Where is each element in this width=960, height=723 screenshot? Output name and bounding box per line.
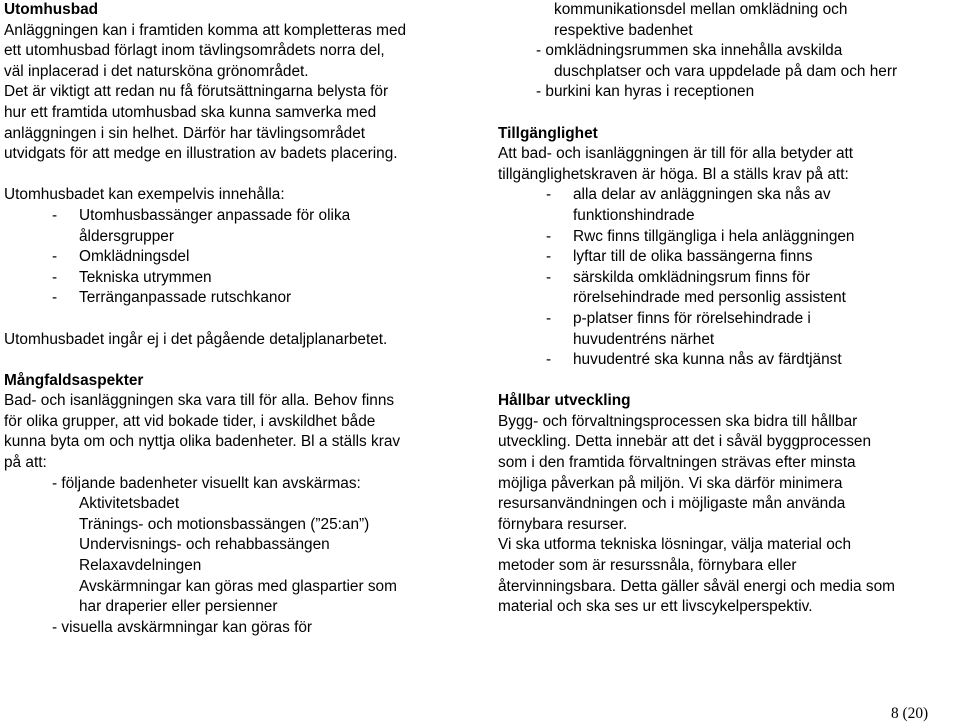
sub-list-item: Undervisnings- och rehabbassängen (79, 536, 330, 554)
list-item (52, 206, 482, 247)
sub-list-item: har draperier eller persienner (79, 598, 278, 616)
text-line: Bad- och isanläggningen ska vara till för alla. Behov finns (4, 392, 395, 410)
utomhusbad-detaljplan-note: Utomhusbadet ingår ej i det pågående detaljplanarbetet. (4, 330, 388, 348)
text-line: tillgänglighetskraven är höga. Bl a ställs krav på att: (498, 165, 849, 183)
text-line: resursanvändningen och i möjligaste mån använda (498, 495, 846, 513)
list-item-text: Omklädningsdel (79, 248, 190, 266)
list-dash: - (546, 186, 552, 204)
sub-list-item: Aktivitetsbadet (79, 495, 180, 513)
list-item-text: alla delar av anläggningen ska nås av (573, 186, 831, 204)
list-item-text: Terränganpassade rutschkanor (79, 289, 292, 307)
list-item-text: funktionshindrade (573, 206, 695, 224)
list-item (546, 247, 960, 268)
text-line: duschplatser och vara uppdelade på dam och herr (554, 62, 898, 80)
list-item (546, 268, 960, 309)
text-line: förnybara resurser. (498, 515, 628, 533)
heading-hallbar-utveckling: Hållbar utveckling (498, 392, 631, 410)
text-line: Det är viktigt att redan nu få förutsättningarna belysta för (4, 83, 389, 101)
utomhusbad-list-intro: Utomhusbadet kan exempelvis innehålla: (4, 186, 285, 204)
text-line: utvidgats för att medge en illustration av badets placering. (4, 145, 398, 163)
heading-tillganglighet: Tillgänglighet (498, 124, 598, 142)
mangfald-paragraph (4, 391, 482, 473)
text-line: Att bad- och isanläggningen är till för alla betyder att (498, 145, 854, 163)
list-item (52, 247, 482, 268)
mangfald-item-badenheter: - följande badenheter visuellt kan avskärmas: (52, 474, 361, 492)
list-dash: - (52, 289, 58, 307)
list-item (546, 185, 960, 226)
list-dash: - (52, 206, 58, 224)
text-line: anläggningen i sin helhet. Därför har tävlingsområdet (4, 124, 366, 142)
sub-list-item: Tränings- och motionsbassängen (”25:an”) (79, 515, 370, 533)
mangfald-sub-list (79, 494, 482, 618)
continuation-lines (554, 0, 960, 41)
list-dash: - (546, 351, 552, 369)
hallbar-paragraph (498, 412, 960, 618)
text-line: ett utomhusbad förlagt inom tävlingsområdets norra del, (4, 42, 385, 60)
tillganglighet-paragraph (498, 144, 960, 185)
list-dash: - (546, 248, 552, 266)
text-line: material och ska ses ur ett livscykelperspektiv. (498, 598, 813, 616)
text-line: väl inplacerad i det natursköna grönområdet. (4, 62, 309, 80)
list-dash: - (546, 309, 552, 327)
list-item (52, 268, 482, 289)
list-item-text: huvudentréns närhet (573, 330, 715, 348)
text-line: som i den framtida förvaltningen strävas efter minsta (498, 454, 856, 472)
text-line: kunna byta om och nyttja olika badenheter. Bl a ställs krav (4, 433, 401, 451)
list-dash: - (546, 227, 552, 245)
list-item-text: rörelsehindrade med personlig assistent (573, 289, 846, 307)
page-number: 8 (20) (891, 705, 929, 722)
text-line: metoder som är resurssnåla, förnybara eller (498, 557, 797, 575)
list-item (52, 288, 482, 309)
list-dash: - (546, 268, 552, 286)
text-line: för olika grupper, att vid bokade tider, i avskildhet både (4, 412, 376, 430)
right-column (498, 0, 960, 618)
text-line: respektive badenhet (554, 21, 693, 39)
continuation-items (498, 41, 960, 103)
list-dash: - (52, 248, 58, 266)
left-column (4, 0, 482, 638)
text-line: återvinningsbara. Detta gäller såväl energi och media som (498, 577, 895, 595)
text-line: Anläggningen kan i framtiden komma att kompletteras med (4, 21, 407, 39)
list-item (546, 227, 960, 248)
text-line: hur ett framtida utomhusbad ska kunna samverka med (4, 103, 377, 121)
text-line: - omklädningsrummen ska innehålla avskilda (536, 42, 843, 60)
list-dash: - (52, 268, 58, 286)
list-item-text: huvudentré ska kunna nås av färdtjänst (573, 351, 842, 369)
utomhusbad-paragraph-1 (4, 21, 482, 165)
sub-list-item: Relaxavdelningen (79, 557, 202, 575)
heading-utomhusbad: Utomhusbad (4, 1, 99, 18)
list-item-text: särskilda omklädningsrum finns för (573, 268, 810, 286)
text-line: möjliga påverkan på miljön. Vi ska därför minimera (498, 474, 843, 492)
mangfald-item-visuella: - visuella avskärmningar kan göras för (52, 618, 313, 636)
list-item (546, 309, 960, 350)
text-line: kommunikationsdel mellan omklädning och (554, 1, 848, 18)
utomhusbad-list (52, 206, 482, 309)
list-item-text: Tekniska utrymmen (79, 268, 212, 286)
text-line: - burkini kan hyras i receptionen (536, 83, 755, 101)
sub-list-item: Avskärmningar kan göras med glaspartier som (79, 577, 397, 595)
list-item-text: Rwc finns tillgängliga i hela anläggningen (573, 227, 855, 245)
text-line: utveckling. Detta innebär att det i såväl byggprocessen (498, 433, 872, 451)
text-line: Vi ska utforma tekniska lösningar, välja material och (498, 536, 852, 554)
text-line: på att: (4, 454, 47, 472)
tillganglighet-list (546, 185, 960, 370)
list-item-text: p-platser finns för rörelsehindrade i (573, 309, 811, 327)
text-line: Bygg- och förvaltningsprocessen ska bidra till hållbar (498, 412, 858, 430)
list-item-text: åldersgrupper (79, 227, 174, 245)
heading-mangfaldsaspekter: Mångfaldsaspekter (4, 371, 144, 389)
list-item (546, 350, 960, 371)
list-item-text: Utomhusbassänger anpassade för olika (79, 206, 351, 224)
list-item-text: lyftar till de olika bassängerna finns (573, 248, 813, 266)
